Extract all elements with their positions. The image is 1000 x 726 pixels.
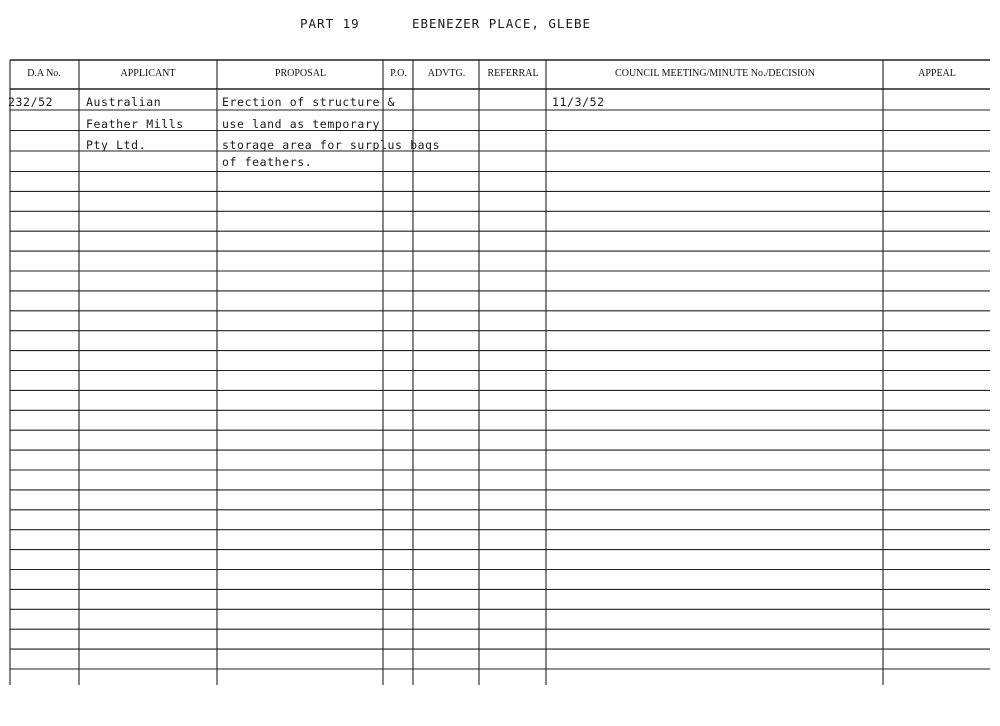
- location-label: EBENEZER PLACE, GLEBE: [412, 16, 592, 31]
- header-appeal: APPEAL: [918, 68, 956, 79]
- header-po: P.O.: [390, 68, 407, 79]
- part-label: PART 19: [300, 16, 360, 31]
- proposal-line-3: storage area for surplus bags: [222, 138, 441, 152]
- proposal-line-2: use land as temporary: [222, 117, 380, 131]
- proposal-line-4: of feathers.: [222, 155, 313, 169]
- da-number: 232/52: [8, 95, 54, 109]
- proposal-line-1: Erection of structure &: [222, 95, 396, 109]
- applicant-line-3: Pty Ltd.: [86, 138, 147, 152]
- applicant-line-1: Australian: [86, 95, 162, 109]
- header-da-no: D.A No.: [27, 68, 61, 79]
- header-proposal: PROPOSAL: [274, 68, 327, 79]
- header-council-decision: COUNCIL MEETING/MINUTE No./DECISION: [615, 68, 815, 79]
- header-advtg: ADVTG.: [427, 68, 466, 79]
- council-decision-date: 11/3/52: [552, 95, 605, 109]
- header-applicant: APPLICANT: [120, 68, 176, 79]
- header-referral: REFERRAL: [487, 68, 539, 79]
- applicant-line-2: Feather Mills: [86, 117, 184, 131]
